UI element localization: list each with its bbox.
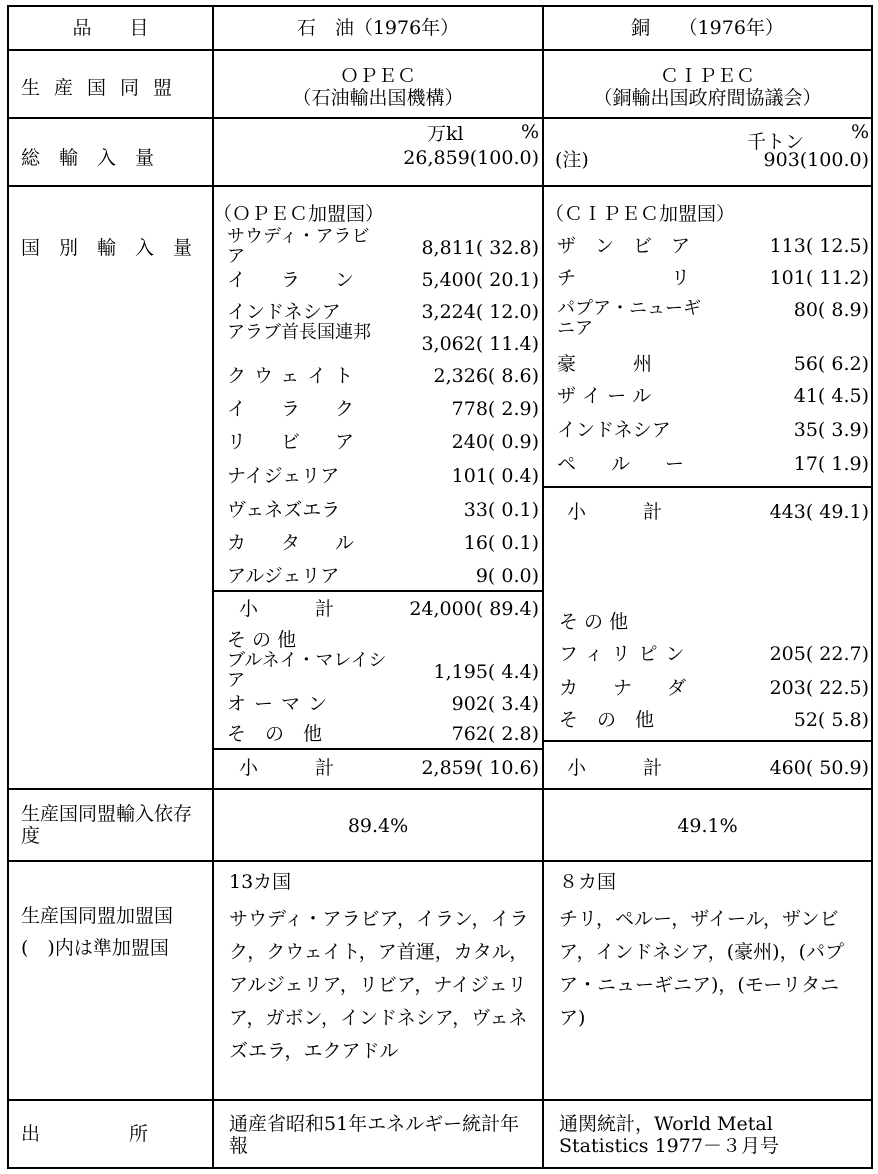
oil-pct-unit: % [520,121,539,143]
copper-member-value: 80( 8.9) [793,299,869,321]
oil-other-value: 902( 3.4) [451,693,539,715]
oil-member-value: 3,224( 12.0) [421,301,539,323]
oil-alliance-name: ＯＰＥＣ [339,65,416,87]
oil-subtotal-label: 小 計 [239,598,335,620]
rule-col2 [542,5,544,1169]
copper-member-name: パプア・ニューギニア [557,298,701,339]
oil-member-value: 8,811( 32.8) [421,237,539,259]
copper-member-name: ザ イ ー ル [557,385,652,407]
oil-alliance-full: （石油輸出国機構） [292,87,464,109]
copper-member-value: 56( 6.2) [793,353,869,375]
rule-total [7,185,873,187]
members-label: 生産国同盟加盟国 [21,905,174,927]
oil-member-count: 13カ国 [229,871,292,893]
copper-subtotal-label: 小 計 [567,501,663,523]
oil-others-subtotal-label: 小 計 [239,757,335,779]
members-label-note: ( )内は準加盟国 [21,937,169,959]
dependency-label: 生産国同盟輸入依存度 [21,803,193,847]
oil-member-value: 240( 0.9) [451,431,539,453]
rule-left [7,5,9,1169]
copper-others-heading: そ の 他 [559,611,629,633]
copper-member-name: チ リ [557,267,691,289]
header-item: 品 目 [72,17,149,39]
copper-dependency-value: 49.1% [677,815,738,837]
oil-member-value: 3,062( 11.4) [421,333,539,355]
oil-member-name: ナイジェリア [227,465,340,487]
oil-member-name: リ ビ ア [227,431,363,453]
oil-subtotal-value: 24,000( 89.4) [409,598,539,620]
import-statistics-table [7,5,873,1169]
rule-members [7,1099,873,1101]
oil-total-value: 26,859(100.0) [403,147,539,169]
oil-member-name: イ ラ ン [227,269,363,291]
oil-members-heading: （ＯＰＥＣ加盟国） [213,203,385,225]
rule-top [7,5,873,7]
rule-header [7,49,873,51]
header-copper: 銅 （1976年） [631,17,784,39]
rule-oil-subtotal [212,590,542,592]
oil-other-value: 1,195( 4.4) [433,661,539,683]
copper-member-count: ８カ国 [559,871,617,893]
oil-unit: 万kl [427,123,464,145]
copper-other-name: そ の 他 [559,709,655,731]
rule-col1 [212,5,214,1169]
copper-other-value: 52( 5.8) [793,709,869,731]
copper-member-list: チリ，ペルー，ザイール，ザンビア，インドネシア，(豪州)，(パプア・ニューギニア)，(モーリタニア) [559,908,845,1029]
total-label: 総 輸 入 量 [21,147,155,169]
oil-member-value: 33( 0.1) [463,499,539,521]
by-country-label: 国 別 輸 入 量 [21,237,193,259]
header-oil: 石 油（1976年） [296,17,460,39]
rule-right [871,5,873,1169]
copper-note: (注) [555,149,589,171]
copper-member-name: ザ ン ビ ア [557,235,691,257]
oil-member-name: クウェイト [227,365,362,387]
source-label: 出 所 [21,1123,157,1145]
rule-dependency [7,860,873,862]
alliance-label: 生産国同盟 [21,77,187,99]
copper-pct-unit: % [850,121,869,143]
oil-member-value: 2,326( 8.6) [433,365,539,387]
copper-alliance-name: ＣＩＰＥＣ [659,65,755,87]
copper-member-value: 101( 11.2) [769,267,869,289]
oil-member-name: アルジェリア [227,565,340,587]
copper-other-value: 203( 22.5) [769,677,869,699]
copper-member-name: ペ ル ー [557,453,693,475]
copper-others-subtotal-label: 小 計 [567,757,663,779]
oil-member-name: サウディ・アラビア [227,226,370,267]
copper-total-value: 903(100.0) [763,149,869,171]
oil-member-name: インドネシア [227,301,341,323]
copper-member-name: インドネシア [557,419,671,441]
copper-other-name: フィリピン [559,643,693,665]
copper-member-value: 17( 1.9) [793,453,869,475]
copper-member-name: 豪 州 [557,353,653,375]
copper-other-value: 205( 22.7) [769,643,869,665]
oil-member-name: カ タ ル [227,532,363,554]
rule-copper-others-subtotal [542,740,872,742]
oil-other-name: そ の 他 [227,723,323,745]
oil-dependency-value: 89.4% [347,815,409,837]
oil-member-name: イ ラ ク [227,398,363,420]
copper-members-heading: （ＣＩＰＥＣ加盟国） [545,203,736,225]
oil-other-value: 762( 2.8) [451,723,539,745]
copper-member-value: 35( 3.9) [793,419,869,441]
oil-member-value: 16( 0.1) [463,532,539,554]
oil-member-value: 9( 0.0) [475,565,539,587]
copper-unit: 千トン [747,131,805,153]
copper-others-subtotal-value: 460( 50.9) [769,757,869,779]
oil-other-name: ブルネイ・マレイシア [227,650,387,691]
copper-source: 通関統計，World Metal Statistics 1977－３月号 [559,1113,779,1157]
copper-subtotal-value: 443( 49.1) [769,501,869,523]
oil-other-name: オーマン [227,693,336,715]
rule-bottom [7,1167,873,1169]
copper-other-name: カ ナ ダ [559,677,695,699]
rule-country [7,788,873,790]
rule-oil-others-subtotal [212,748,542,750]
oil-source: 通産省昭和51年エネルギー統計年報 [229,1113,520,1157]
copper-member-value: 113( 12.5) [769,235,869,257]
oil-member-value: 778( 2.9) [451,398,539,420]
oil-others-heading: そ の 他 [227,629,297,651]
rule-copper-subtotal [542,486,872,488]
copper-alliance-full: （銅輸出国政府間協議会） [593,87,822,109]
rule-alliance [7,117,873,119]
oil-member-value: 101( 0.4) [451,465,539,487]
copper-member-value: 41( 4.5) [793,385,869,407]
oil-member-name: ヴェネズエラ [227,499,341,521]
oil-member-list: サウディ・アラビア，イラン，イラク，クウェイト，ア首運，カタル，アルジェリア，リビア，ナイジェリア，ガボン，インドネシア，ヴェネズエラ，エクアドル [229,908,529,1062]
oil-member-name: アラブ首長国連邦 [227,322,371,343]
oil-others-subtotal-value: 2,859( 10.6) [421,757,539,779]
oil-member-value: 5,400( 20.1) [421,269,539,291]
